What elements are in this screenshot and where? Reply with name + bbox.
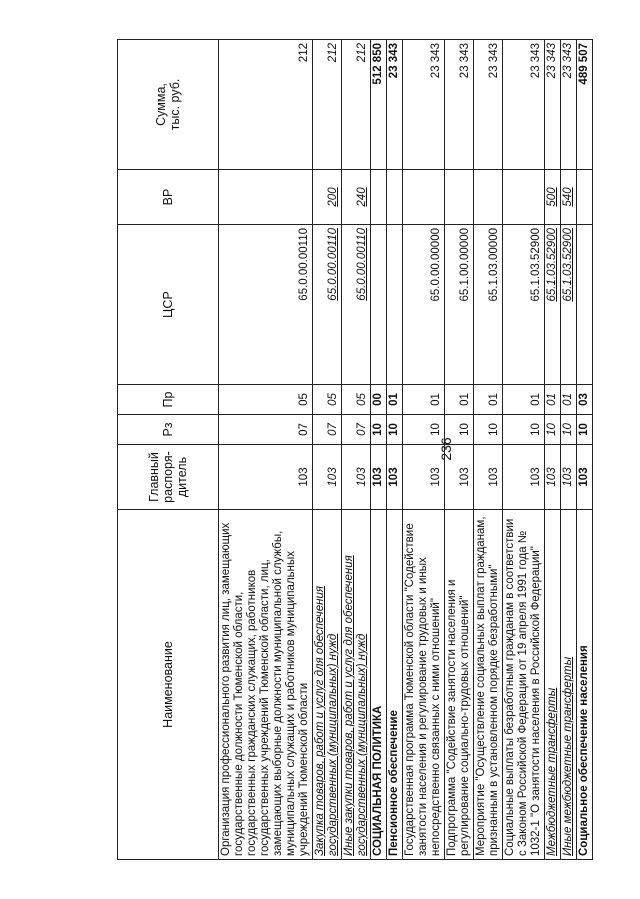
cell-name: Социальное обеспечение населения xyxy=(577,510,593,860)
cell-rz: 10 xyxy=(577,415,593,445)
cell-name: Мероприятие "Осуществление социальных выплат гражданам, признанным в установленном порядке безработными" xyxy=(474,510,503,860)
table-body xyxy=(219,40,593,860)
cell-csr: 65.0.00.00110 xyxy=(313,225,342,385)
cell-csr xyxy=(387,225,403,385)
header-manager: Главный распоря- дитель xyxy=(118,445,219,510)
cell-vr xyxy=(403,170,445,225)
budget-table xyxy=(117,39,593,860)
table-row xyxy=(387,40,403,860)
cell-csr xyxy=(577,225,593,385)
cell-vr xyxy=(371,170,387,225)
cell-pr: 01 xyxy=(474,385,503,415)
cell-rz: 07 xyxy=(219,415,313,445)
cell-vr xyxy=(219,170,313,225)
header-sum: Сумма, тыс. руб. xyxy=(118,40,219,170)
cell-name: Социальные выплаты безработным гражданам в соответствии с Законом Российской Федерации от 19 апреля 1991 года № 1032-1 "О занятости населения в Российской Федерации" xyxy=(503,510,545,860)
cell-sum: 23 343 xyxy=(403,40,445,170)
cell-sum: 212 xyxy=(313,40,342,170)
cell-pr: 01 xyxy=(387,385,403,415)
table-row xyxy=(403,40,445,860)
cell-sum: 512 850 xyxy=(371,40,387,170)
cell-csr: 65.1.03.52900 xyxy=(545,225,561,385)
cell-pr: 05 xyxy=(342,385,371,415)
cell-pr: 01 xyxy=(561,385,577,415)
cell-name: Подпрограмма "Содействие занятости населения и регулирование социально-трудовых отношений" xyxy=(445,510,474,860)
cell-manager: 103 xyxy=(503,445,545,510)
cell-sum: 23 343 xyxy=(474,40,503,170)
cell-manager: 103 xyxy=(545,445,561,510)
cell-pr: 01 xyxy=(445,385,474,415)
cell-rz: 10 xyxy=(561,415,577,445)
table-row xyxy=(371,40,387,860)
header-rz: Рз xyxy=(118,415,219,445)
cell-sum: 23 343 xyxy=(545,40,561,170)
cell-name: Пенсионное обеспечение xyxy=(387,510,403,860)
cell-sum: 212 xyxy=(342,40,371,170)
cell-manager: 103 xyxy=(403,445,445,510)
table-row xyxy=(545,40,561,860)
cell-csr: 65.0.00.00110 xyxy=(219,225,313,385)
cell-csr: 65.1.03.52900 xyxy=(503,225,545,385)
rotated-page-content xyxy=(117,40,590,860)
cell-csr: 65.0.00.00000 xyxy=(403,225,445,385)
cell-pr: 01 xyxy=(503,385,545,415)
cell-name: Межбюджетные трансферты xyxy=(545,510,561,860)
cell-vr xyxy=(577,170,593,225)
cell-csr: 65.1.03.00000 xyxy=(474,225,503,385)
cell-name: Организация профессионального развития лиц, замещающих государственные должности Тюменской области, государственных гражданских служащих, работников государственных учреждений Тюменской области, лиц, замещающих выборные должности муниципальной службы, муниципальных служащих и работников муниципальных учреждений Тюменской области xyxy=(219,510,313,860)
cell-vr xyxy=(445,170,474,225)
cell-rz: 10 xyxy=(503,415,545,445)
cell-vr xyxy=(503,170,545,225)
cell-rz: 10 xyxy=(474,415,503,445)
cell-rz: 10 xyxy=(387,415,403,445)
table-row xyxy=(561,40,577,860)
cell-pr: 03 xyxy=(577,385,593,415)
cell-rz: 10 xyxy=(545,415,561,445)
cell-vr: 500 xyxy=(545,170,561,225)
cell-sum: 23 343 xyxy=(561,40,577,170)
cell-csr: 65.1.03.52900 xyxy=(561,225,577,385)
cell-name: Иные межбюджетные трансферты xyxy=(561,510,577,860)
cell-name: СОЦИАЛЬНАЯ ПОЛИТИКА xyxy=(371,510,387,860)
cell-sum: 23 343 xyxy=(387,40,403,170)
cell-sum: 23 343 xyxy=(445,40,474,170)
cell-manager: 103 xyxy=(445,445,474,510)
cell-vr: 200 xyxy=(313,170,342,225)
cell-pr: 01 xyxy=(403,385,445,415)
table-row xyxy=(474,40,503,860)
header-vr: ВР xyxy=(118,170,219,225)
cell-name: Закупка товаров, работ и услуг для обеспечения государственных (муниципальных) нужд xyxy=(313,510,342,860)
cell-pr: 05 xyxy=(313,385,342,415)
cell-manager: 103 xyxy=(342,445,371,510)
cell-name: Иные закупки товаров, работ и услуг для обеспечения государственных (муниципальных) нужд xyxy=(342,510,371,860)
cell-manager: 103 xyxy=(561,445,577,510)
cell-sum: 23 343 xyxy=(503,40,545,170)
cell-pr: 05 xyxy=(219,385,313,415)
cell-manager: 103 xyxy=(313,445,342,510)
cell-vr xyxy=(387,170,403,225)
header-pr: Пр xyxy=(118,385,219,415)
cell-csr: 65.1.00.00000 xyxy=(445,225,474,385)
cell-manager: 103 xyxy=(474,445,503,510)
cell-rz: 10 xyxy=(371,415,387,445)
cell-rz: 07 xyxy=(342,415,371,445)
cell-pr: 01 xyxy=(545,385,561,415)
cell-manager: 103 xyxy=(577,445,593,510)
cell-sum: 212 xyxy=(219,40,313,170)
cell-pr: 00 xyxy=(371,385,387,415)
table-row xyxy=(219,40,313,860)
table-row xyxy=(313,40,342,860)
cell-csr xyxy=(371,225,387,385)
cell-manager: 103 xyxy=(387,445,403,510)
table-row xyxy=(342,40,371,860)
cell-csr: 65.0.00.00110 xyxy=(342,225,371,385)
cell-rz: 07 xyxy=(313,415,342,445)
table-row xyxy=(445,40,474,860)
table-row xyxy=(503,40,545,860)
cell-vr xyxy=(474,170,503,225)
header-csr: ЦСР xyxy=(118,225,219,385)
table-row xyxy=(577,40,593,860)
cell-vr: 240 xyxy=(342,170,371,225)
cell-manager: 103 xyxy=(371,445,387,510)
cell-name: Государственная программа Тюменской области "Содействие занятости населения и регулирование трудовых и иных непосредственно связанных с ними отношений" xyxy=(403,510,445,860)
header-name: Наименование xyxy=(118,510,219,860)
cell-rz: 10 xyxy=(445,415,474,445)
table-header-row xyxy=(118,40,219,860)
cell-manager: 103 xyxy=(219,445,313,510)
cell-vr: 540 xyxy=(561,170,577,225)
page-number: 236 xyxy=(438,437,454,461)
cell-rz: 10 xyxy=(403,415,445,445)
cell-sum: 489 507 xyxy=(577,40,593,170)
